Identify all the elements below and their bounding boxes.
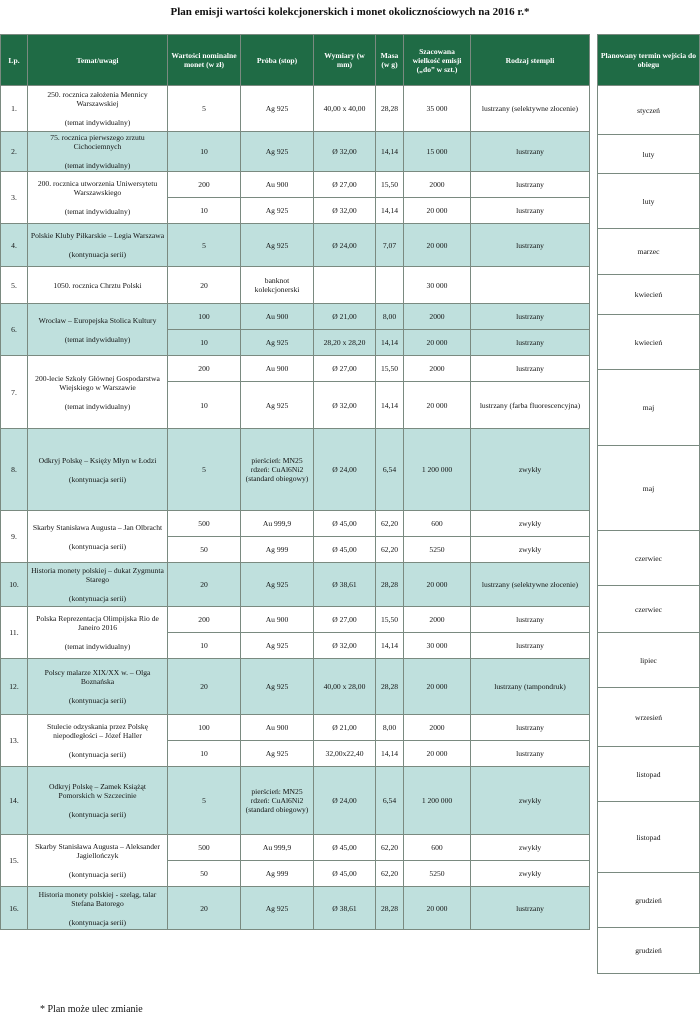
header-termin: Planowany termin wejścia do obiegu (598, 35, 700, 86)
mass: 7,07 (376, 224, 404, 267)
dimensions (314, 267, 376, 304)
alloy: Ag 925 (241, 86, 314, 132)
stamp-type: lustrzany (471, 132, 590, 172)
nominal-value: 20 (168, 267, 241, 304)
term-row (598, 688, 700, 747)
topic-note: (kontynuacja serii) (68, 810, 127, 819)
term-row (598, 802, 700, 873)
dimensions: Ø 32,00 (314, 198, 376, 224)
alloy: Au 900 (241, 607, 314, 633)
footnote: * Plan może ulec zmianie (40, 1004, 143, 1015)
term-row (598, 531, 700, 586)
term-row (598, 275, 700, 315)
mass: 14,14 (376, 633, 404, 659)
mass: 28,28 (376, 659, 404, 715)
topic-cell (28, 132, 168, 172)
dimensions: Ø 27,00 (314, 607, 376, 633)
mass: 8,00 (376, 304, 404, 330)
nominal-value: 50 (168, 861, 241, 887)
table-row (1, 86, 590, 132)
mass (376, 267, 404, 304)
mass: 8,00 (376, 715, 404, 741)
header-proba: Próba (stop) (241, 35, 314, 86)
table-row (1, 224, 590, 267)
topic-note: (temat indywidualny) (64, 401, 131, 411)
term-cell: kwiecień (598, 275, 700, 315)
page-title: Plan emisji wartości kolekcjonerskich i monet okolicznościowych na 2016 r.* (170, 6, 530, 18)
term-cell: kwiecień (598, 315, 700, 370)
nominal-value: 10 (168, 382, 241, 429)
mass: 28,28 (376, 86, 404, 132)
topic-title: Historia monety polskiej – dukat Zygmunta Starego (31, 566, 164, 584)
stamp-type: lustrzany (471, 887, 590, 930)
nominal-value: 10 (168, 132, 241, 172)
mass: 62,20 (376, 835, 404, 861)
topic-title: 200-lecie Szkoły Głównej Gospodarstwa Wiejskiego w Warszawie (35, 373, 160, 392)
header-wymiary: Wymiary (w mm) (314, 35, 376, 86)
alloy: banknot kolekcjonerski (241, 267, 314, 304)
emission-size: 5250 (404, 861, 471, 887)
row-number: 7. (1, 356, 28, 429)
row-number: 4. (1, 224, 28, 267)
term-header-row (598, 35, 700, 86)
table-row (1, 132, 590, 172)
stamp-type: lustrzany (471, 633, 590, 659)
term-row (598, 747, 700, 802)
stamp-type: zwykły (471, 429, 590, 511)
header-stempel: Rodzaj stempli (471, 35, 590, 86)
table-row (1, 563, 590, 607)
nominal-value: 500 (168, 835, 241, 861)
topic-title: 250. rocznica założenia Mennicy Warszawskiej (47, 90, 148, 108)
term-cell: czerwiec (598, 586, 700, 633)
dimensions: Ø 21,00 (314, 715, 376, 741)
stamp-type: zwykły (471, 835, 590, 861)
alloy: pierścień: MN25 rdzeń: CuAl6Ni2 (standard obiegowy) (241, 429, 314, 511)
alloy: Au 900 (241, 356, 314, 382)
topic-note: (temat indywidualny) (64, 334, 131, 344)
emission-size: 1 200 000 (404, 429, 471, 511)
table-row (1, 356, 590, 382)
alloy: Ag 999 (241, 861, 314, 887)
emission-size: 5250 (404, 537, 471, 563)
topic-cell (28, 172, 168, 224)
table-row (1, 267, 590, 304)
emission-size: 600 (404, 835, 471, 861)
emission-size: 30 000 (404, 267, 471, 304)
table-row (1, 304, 590, 330)
table-header-row (1, 35, 590, 86)
term-row (598, 229, 700, 275)
alloy: Ag 925 (241, 633, 314, 659)
topic-cell (28, 356, 168, 429)
topic-cell (28, 659, 168, 715)
row-number: 11. (1, 607, 28, 659)
mass: 28,28 (376, 887, 404, 930)
nominal-value: 10 (168, 198, 241, 224)
emission-size: 2000 (404, 304, 471, 330)
term-row (598, 633, 700, 688)
dimensions: 28,20 x 28,20 (314, 330, 376, 356)
term-table (597, 34, 700, 974)
row-number: 6. (1, 304, 28, 356)
term-cell: listopad (598, 747, 700, 802)
alloy: Au 900 (241, 172, 314, 198)
stamp-type: lustrzany (selektywne złocenie) (471, 563, 590, 607)
topic-title: Odkryj Polskę – Zamek Książąt Pomorskich w Szczecinie (48, 782, 146, 800)
topic-note: (kontynuacja serii) (68, 750, 127, 759)
stamp-type: lustrzany (471, 715, 590, 741)
term-row (598, 586, 700, 633)
emission-size: 2000 (404, 607, 471, 633)
dimensions: 40,00 x 40,00 (314, 86, 376, 132)
nominal-value: 5 (168, 86, 241, 132)
stamp-type: lustrzany (selektywne złocenie) (471, 86, 590, 132)
emission-size: 2000 (404, 715, 471, 741)
term-row (598, 174, 700, 229)
row-number: 1. (1, 86, 28, 132)
nominal-value: 200 (168, 356, 241, 382)
dimensions: 32,00x22,40 (314, 741, 376, 767)
mass: 14,14 (376, 330, 404, 356)
row-number: 14. (1, 767, 28, 835)
dimensions: Ø 24,00 (314, 767, 376, 835)
alloy: Au 900 (241, 304, 314, 330)
alloy: Ag 925 (241, 563, 314, 607)
alloy: Ag 925 (241, 741, 314, 767)
topic-title: Skarby Stanisława Augusta – Aleksander Jagiellończyk (35, 842, 160, 860)
topic-title: Stulecie odzyskania przez Polskę niepodległości – Józef Haller (46, 722, 148, 740)
row-number: 2. (1, 132, 28, 172)
topic-note: (temat indywidualny) (64, 118, 131, 127)
coin-table (0, 34, 590, 930)
alloy: Ag 925 (241, 224, 314, 267)
topic-note: (kontynuacja serii) (68, 870, 127, 879)
term-cell: grudzień (598, 928, 700, 974)
nominal-value: 200 (168, 607, 241, 633)
nominal-value: 100 (168, 304, 241, 330)
stamp-type: lustrzany (471, 356, 590, 382)
dimensions: Ø 45,00 (314, 861, 376, 887)
mass: 14,14 (376, 382, 404, 429)
table-row (1, 767, 590, 835)
dimensions: Ø 45,00 (314, 511, 376, 537)
stamp-type (471, 267, 590, 304)
nominal-value: 10 (168, 633, 241, 659)
emission-size: 600 (404, 511, 471, 537)
mass: 14,14 (376, 741, 404, 767)
alloy: Au 999,9 (241, 511, 314, 537)
topic-cell (28, 563, 168, 607)
stamp-type: lustrzany (471, 330, 590, 356)
table-row (1, 511, 590, 537)
stamp-type: zwykły (471, 861, 590, 887)
term-cell: wrzesień (598, 688, 700, 747)
mass: 14,14 (376, 198, 404, 224)
dimensions: Ø 21,00 (314, 304, 376, 330)
alloy: Ag 925 (241, 382, 314, 429)
nominal-value: 5 (168, 767, 241, 835)
alloy: Ag 925 (241, 330, 314, 356)
nominal-value: 50 (168, 537, 241, 563)
alloy: Au 999,9 (241, 835, 314, 861)
nominal-value: 20 (168, 887, 241, 930)
table-row (1, 429, 590, 511)
term-cell: grudzień (598, 873, 700, 928)
topic-cell (28, 607, 168, 659)
emission-size: 20 000 (404, 330, 471, 356)
emission-size: 20 000 (404, 382, 471, 429)
row-number: 12. (1, 659, 28, 715)
topic-cell (28, 767, 168, 835)
row-number: 13. (1, 715, 28, 767)
topic-note: (kontynuacja serii) (68, 917, 127, 927)
dimensions: Ø 24,00 (314, 224, 376, 267)
dimensions: Ø 38,61 (314, 563, 376, 607)
topic-cell (28, 267, 168, 304)
emission-size: 1 200 000 (404, 767, 471, 835)
emission-size: 20 000 (404, 224, 471, 267)
stamp-type: lustrzany (471, 607, 590, 633)
topic-note: (temat indywidualny) (64, 161, 131, 170)
header-masa: Masa (w g) (376, 35, 404, 86)
topic-title: Skarby Stanisława Augusta – Jan Olbracht (32, 522, 163, 532)
topic-cell (28, 715, 168, 767)
topic-cell (28, 86, 168, 132)
alloy: Ag 999 (241, 537, 314, 563)
term-row (598, 135, 700, 174)
topic-note: (temat indywidualny) (64, 642, 131, 651)
mass: 14,14 (376, 132, 404, 172)
term-row (598, 446, 700, 531)
nominal-value: 5 (168, 429, 241, 511)
alloy: Ag 925 (241, 887, 314, 930)
dimensions: Ø 24,00 (314, 429, 376, 511)
mass: 62,20 (376, 511, 404, 537)
term-cell: czerwiec (598, 531, 700, 586)
row-number: 3. (1, 172, 28, 224)
header-wielkosc: Szacowana wielkość emisji („do” w szt.) (404, 35, 471, 86)
nominal-value: 10 (168, 330, 241, 356)
topic-cell (28, 835, 168, 887)
stamp-type: lustrzany (471, 198, 590, 224)
term-row (598, 928, 700, 974)
topic-title: Wrocław – Europejska Stolica Kultury (38, 315, 157, 325)
dimensions: Ø 32,00 (314, 382, 376, 429)
term-cell: maj (598, 370, 700, 446)
term-cell: marzec (598, 229, 700, 275)
nominal-value: 200 (168, 172, 241, 198)
row-number: 8. (1, 429, 28, 511)
topic-title: Polscy malarze XIX/XX w. – Olga Boznańska (44, 668, 151, 686)
stamp-type: zwykły (471, 767, 590, 835)
alloy: Ag 925 (241, 132, 314, 172)
term-cell: listopad (598, 802, 700, 873)
mass: 6,54 (376, 767, 404, 835)
topic-title: Polskie Kluby Piłkarskie – Legia Warszawa (30, 231, 165, 240)
header-wartosc: Wartości nominalne monet (w zł) (168, 35, 241, 86)
topic-note: (kontynuacja serii) (68, 250, 127, 259)
dimensions: Ø 32,00 (314, 633, 376, 659)
dimensions: Ø 32,00 (314, 132, 376, 172)
row-number: 10. (1, 563, 28, 607)
row-number: 9. (1, 511, 28, 563)
topic-title: 1050. rocznica Chrztu Polski (53, 280, 142, 290)
topic-title: Odkryj Polskę – Księży Młyn w Łodzi (38, 455, 157, 465)
alloy: Au 900 (241, 715, 314, 741)
emission-size: 20 000 (404, 887, 471, 930)
dimensions: Ø 27,00 (314, 356, 376, 382)
topic-cell (28, 887, 168, 930)
topic-note: (temat indywidualny) (64, 207, 131, 216)
table-row (1, 835, 590, 861)
stamp-type: lustrzany (471, 741, 590, 767)
topic-cell (28, 429, 168, 511)
emission-size: 20 000 (404, 563, 471, 607)
mass: 6,54 (376, 429, 404, 511)
header-lp: Lp. (1, 35, 28, 86)
term-row (598, 86, 700, 135)
term-cell: maj (598, 446, 700, 531)
dimensions: 40,00 x 28,00 (314, 659, 376, 715)
emission-size: 30 000 (404, 633, 471, 659)
stamp-type: zwykły (471, 537, 590, 563)
nominal-value: 100 (168, 715, 241, 741)
emission-size: 15 000 (404, 132, 471, 172)
topic-note: (kontynuacja serii) (68, 594, 127, 603)
table-row (1, 659, 590, 715)
dimensions: Ø 27,00 (314, 172, 376, 198)
emission-size: 20 000 (404, 659, 471, 715)
emission-size: 2000 (404, 172, 471, 198)
stamp-type: lustrzany (farba fluorescencyjna) (471, 382, 590, 429)
dimensions: Ø 45,00 (314, 835, 376, 861)
emission-size: 20 000 (404, 741, 471, 767)
stamp-type: lustrzany (471, 172, 590, 198)
mass: 15,50 (376, 356, 404, 382)
topic-cell (28, 304, 168, 356)
row-number: 5. (1, 267, 28, 304)
nominal-value: 20 (168, 659, 241, 715)
header-temat: Temat/uwagi (28, 35, 168, 86)
topic-title: Polska Reprezentacja Olimpijska Rio de Janeiro 2016 (36, 614, 159, 632)
nominal-value: 20 (168, 563, 241, 607)
emission-size: 2000 (404, 356, 471, 382)
mass: 15,50 (376, 172, 404, 198)
row-number: 16. (1, 887, 28, 930)
nominal-value: 10 (168, 741, 241, 767)
topic-note: (kontynuacja serii) (68, 696, 127, 705)
stamp-type: lustrzany (tampondruk) (471, 659, 590, 715)
row-number: 15. (1, 835, 28, 887)
mass: 28,28 (376, 563, 404, 607)
topic-title: 200. rocznica utworzenia Uniwersytetu Warszawskiego (37, 179, 158, 197)
table-row (1, 887, 590, 930)
topic-title: Historia monety polskiej - szeląg, talar Stefana Batorego (38, 889, 157, 908)
topic-cell (28, 224, 168, 267)
emission-size: 20 000 (404, 198, 471, 224)
dimensions: Ø 38,61 (314, 887, 376, 930)
nominal-value: 5 (168, 224, 241, 267)
mass: 62,20 (376, 537, 404, 563)
emission-size: 35 000 (404, 86, 471, 132)
term-cell: luty (598, 174, 700, 229)
term-cell: luty (598, 135, 700, 174)
topic-cell (28, 511, 168, 563)
stamp-type: zwykły (471, 511, 590, 537)
dimensions: Ø 45,00 (314, 537, 376, 563)
term-cell: lipiec (598, 633, 700, 688)
term-cell: styczeń (598, 86, 700, 135)
table-row (1, 715, 590, 741)
term-row (598, 873, 700, 928)
stamp-type: lustrzany (471, 224, 590, 267)
mass: 62,20 (376, 861, 404, 887)
alloy: Ag 925 (241, 198, 314, 224)
alloy: Ag 925 (241, 659, 314, 715)
nominal-value: 500 (168, 511, 241, 537)
topic-note: (kontynuacja serii) (68, 541, 127, 551)
table-row (1, 607, 590, 633)
term-row (598, 315, 700, 370)
mass: 15,50 (376, 607, 404, 633)
alloy: pierścień: MN25 rdzeń: CuAl6Ni2 (standard obiegowy) (241, 767, 314, 835)
table-row (1, 172, 590, 198)
topic-title: 75. rocznica pierwszego zrzutu Cichociemnych (50, 133, 145, 151)
topic-note: (kontynuacja serii) (68, 474, 127, 484)
term-row (598, 370, 700, 446)
stamp-type: lustrzany (471, 304, 590, 330)
